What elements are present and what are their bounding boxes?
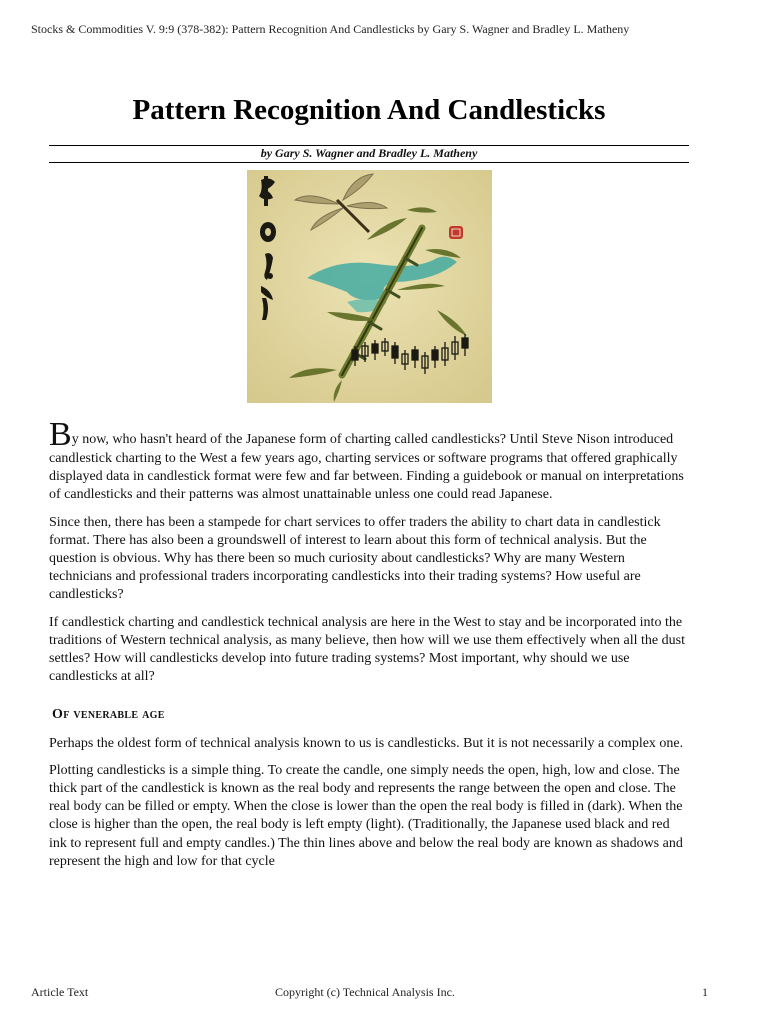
paragraph-5: Plotting candlesticks is a simple thing. To create the candle, one simply needs the open, high, low and close. The thick part of the candlestick is known as the real body and represents the range between the open and close. The real body can be filled or empty. When the close is lower than the open the real body is filled in (dark). When the close is higher than the open, the real body is left empty (light). (Traditionally, the Japanese used black and red ink to represent full and empty candles.) The thin lines above and below the real body are known as shadows and represent the high and low for that cycle (49, 762, 683, 869)
byline: by Gary S. Wagner and Bradley L. Matheny (260, 146, 478, 160)
paragraph-1-text: y now, who hasn't heard of the Japanese form of charting called candlesticks? Until Steve Nison introduced candlestick charting to the West a few years ago, charting services or software programs that offered graphically displayed data in candlestick format were few and far between. Finding a guidebook or manual on interpretations of candlesticks and their patterns was almost unattainable unless one could read Japanese. (49, 432, 684, 503)
running-head: Stocks & Commodities V. 9:9 (378-382): Pattern Recognition And Candlesticks by Gary S. Wagner and Bradley L. Matheny (31, 22, 630, 36)
bamboo-painting-illustration (247, 170, 492, 403)
byline-bottom-rule (49, 162, 689, 163)
bamboo-dragonfly-candlestick-painting-icon (247, 170, 492, 403)
paragraph-2: Since then, there has been a stampede for chart services to offer traders the ability to chart data in candlestick format. There has also been a groundswell of interest to learn about this form of technical analysis. But the question is obvious. Why has there been so much curiosity about candlesticks? Why are many Western technicians and professional traders incorporating candlesticks into their trading systems? How useful are candlesticks? (49, 514, 661, 603)
paragraph-1 (49, 416, 689, 505)
page-number: 1 (702, 985, 708, 999)
section-heading: Of venerable age (52, 707, 165, 723)
footer-copyright: Copyright (c) Technical Analysis Inc. (275, 985, 455, 999)
paragraph-3: If candlestick charting and candlestick technical analysis are here in the West to stay and be incorporated into the traditions of Western technical analysis, as many believe, then how will we use them effectively when all the dust settles? How will candlesticks develop into future trading systems? Most important, why should we use candlesticks at all? (49, 614, 685, 685)
drop-cap: B (49, 416, 72, 453)
footer-left: Article Text (31, 985, 89, 999)
paragraph-4: Perhaps the oldest form of technical analysis known to us is candlesticks. But it is not necessarily a complex one. (49, 735, 684, 751)
article-body (49, 416, 689, 880)
article-title: Pattern Recognition And Candlesticks (132, 94, 606, 126)
